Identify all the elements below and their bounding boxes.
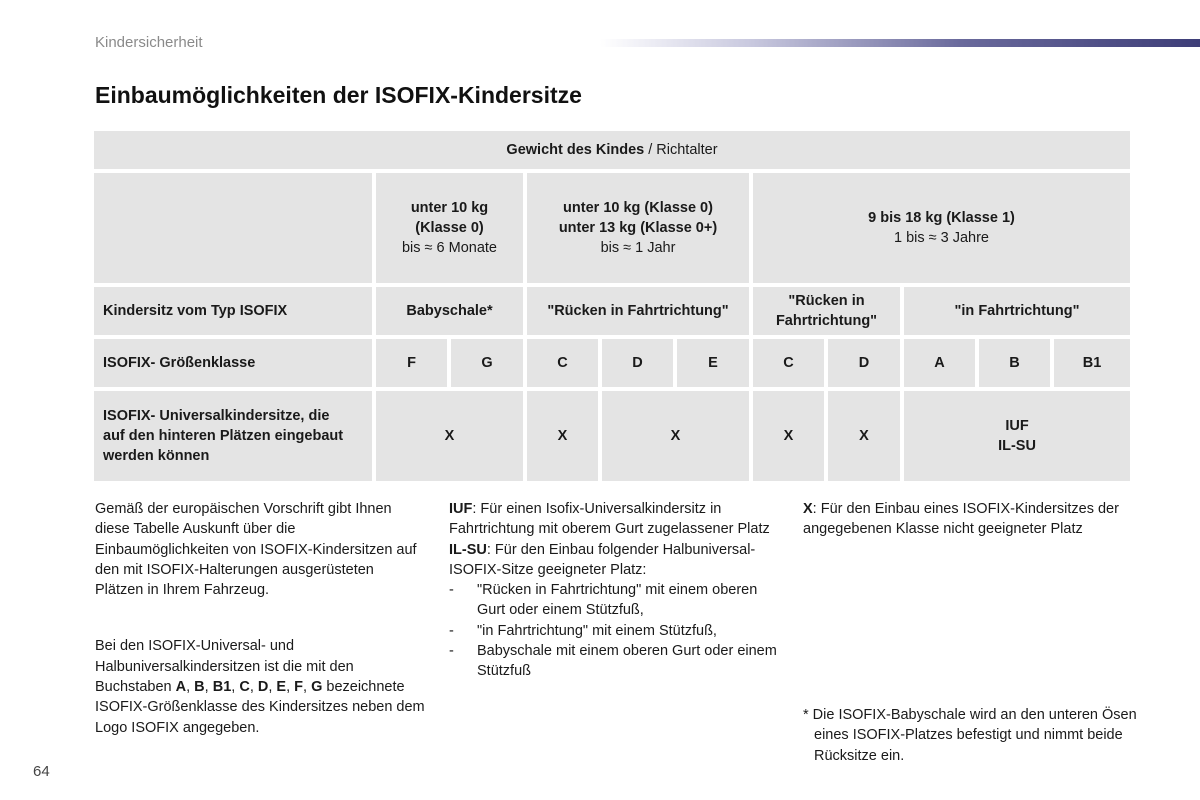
universal-value-ilsu: IL-SU: [998, 438, 1036, 454]
universal-value-text: X: [859, 428, 869, 444]
notes-ilsu-text: : Für den Einbau folgender Halbuniversal-ISOFIX-Sitze geeigneter Platz:: [449, 541, 756, 578]
notes-iuf-term: IUF: [449, 501, 473, 517]
type-in-fahrtrichtung-text: "in Fahrtrichtung": [954, 303, 1080, 319]
universal-row-label-line1: ISOFIX- Universalkindersitze, die: [103, 408, 330, 424]
universal-value-cell: [376, 391, 523, 481]
weight-group-2: [527, 173, 749, 283]
size-letter-sep: ,: [186, 679, 195, 696]
universal-value-cell: [527, 391, 598, 481]
size-letter-sep: ,: [249, 679, 258, 696]
weight-empty-cell: [94, 173, 372, 283]
size-class-text: D: [632, 355, 643, 371]
size-letter: A: [175, 679, 187, 696]
weight-group-2-age: bis ≈ 1 Jahr: [600, 240, 676, 256]
size-class-text: C: [557, 355, 568, 371]
weight-group-1-line2: (Klasse 0): [415, 220, 484, 236]
type-ruecken: [527, 287, 749, 335]
notes-x-term: X: [803, 501, 813, 517]
size-class-text: A: [934, 355, 945, 371]
type-ruecken-2-line1: "Rücken in: [788, 293, 865, 309]
universal-value-text: X: [557, 428, 568, 444]
notes-ilsu-term: IL-SU: [449, 541, 487, 558]
weight-group-1-line1: unter 10 kg: [410, 200, 489, 216]
list-item: - "Rücken in Fahrtrichtung" mit einem oberen Gurt oder einem Stützfuß,: [449, 580, 784, 621]
size-class-text: F: [407, 355, 416, 371]
notes-x-text: : Für den Einbau eines ISOFIX-Kindersitzes der angegebenen Klasse nicht geeigneter Platz: [803, 501, 1119, 538]
size-class-cell: [677, 339, 749, 387]
universal-value-iuf: IUF: [1005, 418, 1029, 434]
weight-group-3: [753, 173, 1130, 283]
weight-header-bold: Gewicht des Kindes: [506, 142, 645, 158]
weight-group-2-line1: unter 10 kg (Klasse 0): [563, 200, 713, 216]
size-class-cell: [904, 339, 975, 387]
size-row-label: [94, 339, 372, 387]
weight-group-1: [376, 173, 523, 283]
type-row-label: [94, 287, 372, 335]
size-letter: D: [257, 679, 269, 696]
notes-footnote-text: * Die ISOFIX-Babyschale wird an den unteren Ösen eines ISOFIX-Platzes befestigt und nimmt beide Rücksitze ein.: [803, 707, 1137, 764]
universal-row-label-line3: werden können: [103, 448, 210, 464]
size-class-cell: [376, 339, 447, 387]
notes-iuf: [449, 499, 784, 540]
page-number: 64: [33, 763, 50, 780]
size-letter: E: [276, 679, 287, 696]
universal-value-cell: [904, 391, 1130, 481]
notes-column-2: [449, 499, 784, 682]
size-letter-sep: ,: [303, 679, 312, 696]
size-letter: B1: [212, 679, 232, 696]
size-class-cell: [753, 339, 824, 387]
weight-group-3-age: 1 bis ≈ 3 Jahre: [893, 230, 989, 246]
type-row-label-text: Kindersitz vom Typ ISOFIX: [103, 303, 288, 319]
universal-row-label-line2: auf den hinteren Plätzen eingebaut: [103, 428, 344, 444]
size-class-cell: [1054, 339, 1130, 387]
notes-x: [803, 499, 1143, 540]
weight-header: [94, 131, 1130, 169]
size-class-cell: [451, 339, 523, 387]
notes-size-class-paragraph: [95, 636, 425, 737]
size-letter-sep: ,: [286, 679, 295, 696]
size-class-text: G: [481, 355, 493, 371]
size-class-text: B1: [1082, 355, 1102, 371]
size-class-text: D: [858, 355, 870, 371]
size-letter: G: [311, 679, 323, 696]
section-label: Kindersicherheit: [95, 34, 203, 51]
type-ruecken-2: [753, 287, 900, 335]
size-class-text: E: [708, 355, 718, 371]
type-in-fahrtrichtung: [904, 287, 1130, 335]
weight-group-1-age: bis ≈ 6 Monate: [401, 240, 497, 256]
weight-group-3-line1: 9 bis 18 kg (Klasse 1): [868, 210, 1015, 226]
size-class-text: B: [1009, 355, 1020, 371]
weight-header-rest: / Richtalter: [644, 142, 718, 158]
size-letter: F: [294, 679, 304, 696]
universal-row-label: [94, 391, 372, 481]
notes-iuf-text: : Für einen Isofix-Universalkindersitz in Fahrtrichtung mit oberem Gurt zugelassener Platz: [449, 501, 770, 538]
size-class-cell: [602, 339, 673, 387]
size-class-cell: [979, 339, 1050, 387]
notes-ilsu: [449, 540, 784, 581]
notes-intro-paragraph: Gemäß der europäischen Vorschrift gibt Ihnen diese Tabelle Auskunft über die Einbaumöglichkeiten von ISOFIX-Kindersitzen auf den mit ISOFIX-Halterungen ausgerüsteten Plätzen in Ihrem Fahrzeug.: [95, 501, 417, 599]
size-letter-sep: ,: [231, 679, 240, 696]
type-babyschale-text: Babyschale*: [406, 303, 493, 319]
header-gradient-bar: [600, 39, 1200, 47]
size-class-cell: [828, 339, 900, 387]
size-letter-sep: ,: [204, 679, 213, 696]
universal-value-cell: [602, 391, 749, 481]
isofix-table: [94, 131, 1130, 481]
page-title: Einbaumöglichkeiten der ISOFIX-Kindersitze: [95, 82, 582, 108]
universal-value-text: X: [670, 428, 681, 444]
type-ruecken-text: "Rücken in Fahrtrichtung": [547, 303, 729, 319]
universal-value-cell: [753, 391, 824, 481]
size-row-label-text: ISOFIX- Größenklasse: [103, 355, 256, 371]
notes-footnote: [803, 705, 1144, 766]
universal-value-text: X: [783, 428, 794, 444]
notes-ilsu-list: [449, 580, 784, 681]
notes-column-1: [95, 499, 425, 738]
universal-value-text: X: [444, 428, 455, 444]
size-letter-sep: ,: [268, 679, 277, 696]
universal-value-cell: [828, 391, 900, 481]
size-class-cell: [527, 339, 598, 387]
notes-column-3: [803, 499, 1143, 540]
list-item: - Babyschale mit einem oberen Gurt oder einem Stützfuß: [449, 641, 784, 682]
notes-size-class-text-a: Bei den ISOFIX-Universal- und Halbuniversalkindersitzen ist die mit den Buchstaben: [95, 638, 354, 696]
type-ruecken-2-line2: Fahrtrichtung": [775, 313, 878, 329]
type-babyschale: [376, 287, 523, 335]
notes-size-class-text-b: bezeichnete ISOFIX-Größenklasse des Kindersitzes neben dem Logo ISOFIX angegeben.: [95, 679, 425, 736]
size-letter: B: [194, 679, 205, 696]
size-class-text: C: [783, 355, 794, 371]
size-letter: C: [239, 679, 250, 696]
weight-group-2-line2: unter 13 kg (Klasse 0+): [558, 220, 718, 236]
list-item: - "in Fahrtrichtung" mit einem Stützfuß,: [449, 621, 784, 641]
